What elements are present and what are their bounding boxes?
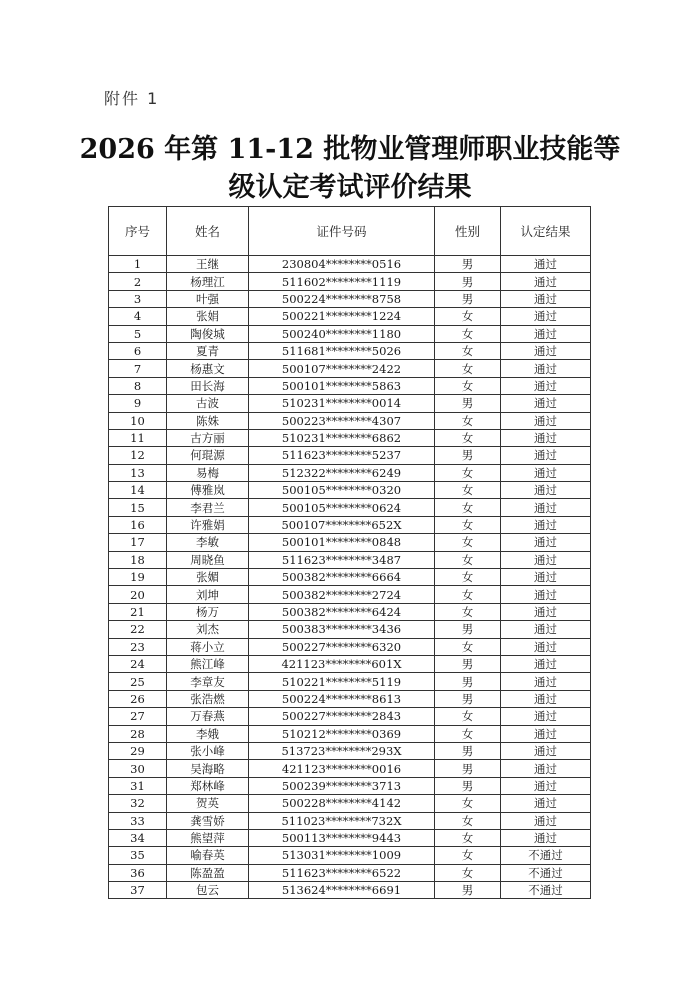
table-row [109, 482, 591, 499]
table-row [109, 673, 591, 690]
row-index: 13 [109, 464, 167, 481]
row-gender: 女 [435, 829, 501, 846]
row-id-number: 510231********0014 [249, 395, 435, 412]
attachment-label: 附件 1 [104, 89, 160, 108]
row-name: 古方丽 [167, 429, 249, 446]
row-name: 包云 [167, 882, 249, 899]
row-result: 通过 [501, 603, 591, 620]
document-title-line2: 级认定考试评价结果 [228, 172, 472, 203]
row-id-number: 511623********6522 [249, 864, 435, 881]
table-row [109, 464, 591, 481]
row-name: 陈盈盈 [167, 864, 249, 881]
row-name: 张小峰 [167, 742, 249, 759]
row-gender: 女 [435, 360, 501, 377]
row-id-number: 512322********6249 [249, 464, 435, 481]
row-result: 不通过 [501, 847, 591, 864]
row-gender: 男 [435, 256, 501, 273]
row-index: 30 [109, 760, 167, 777]
row-result: 通过 [501, 447, 591, 464]
table-row [109, 447, 591, 464]
row-gender: 女 [435, 864, 501, 881]
table-row [109, 690, 591, 707]
row-id-number: 511681********5026 [249, 342, 435, 359]
row-gender: 女 [435, 325, 501, 342]
row-name: 易梅 [167, 464, 249, 481]
row-index: 25 [109, 673, 167, 690]
row-result: 通过 [501, 412, 591, 429]
row-name: 杨万 [167, 603, 249, 620]
row-id-number: 421123********601X [249, 655, 435, 672]
row-index: 14 [109, 482, 167, 499]
row-gender: 男 [435, 290, 501, 307]
row-name: 吴海略 [167, 760, 249, 777]
table-row [109, 742, 591, 759]
row-id-number: 500227********6320 [249, 638, 435, 655]
row-name: 刘杰 [167, 621, 249, 638]
table-row [109, 325, 591, 342]
row-gender: 女 [435, 847, 501, 864]
table-row [109, 812, 591, 829]
row-name: 龚雪娇 [167, 812, 249, 829]
row-gender: 男 [435, 621, 501, 638]
row-index: 36 [109, 864, 167, 881]
table-row [109, 256, 591, 273]
row-id-number: 500224********8613 [249, 690, 435, 707]
row-name: 贺英 [167, 795, 249, 812]
row-id-number: 500382********6664 [249, 569, 435, 586]
table-row [109, 829, 591, 846]
header-result: 认定结果 [501, 207, 591, 256]
row-result: 通过 [501, 482, 591, 499]
row-id-number: 500228********4142 [249, 795, 435, 812]
row-name: 李敏 [167, 534, 249, 551]
header-gender: 性别 [435, 207, 501, 256]
row-id-number: 500223********4307 [249, 412, 435, 429]
row-index: 28 [109, 725, 167, 742]
row-result: 通过 [501, 534, 591, 551]
row-gender: 女 [435, 795, 501, 812]
row-index: 27 [109, 708, 167, 725]
row-id-number: 500107********2422 [249, 360, 435, 377]
row-index: 16 [109, 516, 167, 533]
row-index: 23 [109, 638, 167, 655]
row-result: 通过 [501, 256, 591, 273]
row-gender: 男 [435, 760, 501, 777]
row-gender: 女 [435, 482, 501, 499]
row-index: 11 [109, 429, 167, 446]
row-index: 1 [109, 256, 167, 273]
row-index: 18 [109, 551, 167, 568]
row-result: 通过 [501, 395, 591, 412]
table-row [109, 882, 591, 899]
row-id-number: 500105********0624 [249, 499, 435, 516]
table-row [109, 621, 591, 638]
row-id-number: 500240********1180 [249, 325, 435, 342]
table-row [109, 360, 591, 377]
row-result: 通过 [501, 586, 591, 603]
row-name: 许雅娟 [167, 516, 249, 533]
row-id-number: 500221********1224 [249, 308, 435, 325]
table-row [109, 760, 591, 777]
table-header [109, 207, 591, 256]
row-name: 张媚 [167, 569, 249, 586]
row-index: 35 [109, 847, 167, 864]
row-gender: 女 [435, 603, 501, 620]
header-id-number: 证件号码 [249, 207, 435, 256]
row-index: 3 [109, 290, 167, 307]
results-table [108, 206, 591, 899]
row-gender: 女 [435, 569, 501, 586]
table-row [109, 603, 591, 620]
row-index: 8 [109, 377, 167, 394]
row-name: 古波 [167, 395, 249, 412]
row-index: 7 [109, 360, 167, 377]
row-result: 通过 [501, 829, 591, 846]
table-row [109, 308, 591, 325]
row-result: 通过 [501, 725, 591, 742]
row-name: 夏青 [167, 342, 249, 359]
row-result: 通过 [501, 342, 591, 359]
table-row [109, 847, 591, 864]
row-gender: 男 [435, 447, 501, 464]
row-index: 31 [109, 777, 167, 794]
row-name: 陈姝 [167, 412, 249, 429]
row-index: 4 [109, 308, 167, 325]
row-result: 通过 [501, 308, 591, 325]
row-gender: 女 [435, 412, 501, 429]
row-id-number: 421123********0016 [249, 760, 435, 777]
row-id-number: 511602********1119 [249, 273, 435, 290]
document-title-line1: 2026 年第 11-12 批物业管理师职业技能等 [79, 134, 621, 165]
row-gender: 女 [435, 534, 501, 551]
row-index: 26 [109, 690, 167, 707]
row-gender: 女 [435, 377, 501, 394]
header-index: 序号 [109, 207, 167, 256]
row-id-number: 511023********732X [249, 812, 435, 829]
row-id-number: 230804********0516 [249, 256, 435, 273]
table-row [109, 708, 591, 725]
row-name: 李君兰 [167, 499, 249, 516]
row-gender: 男 [435, 395, 501, 412]
table-row [109, 290, 591, 307]
row-id-number: 510212********0369 [249, 725, 435, 742]
row-result: 通过 [501, 760, 591, 777]
row-index: 22 [109, 621, 167, 638]
row-index: 29 [109, 742, 167, 759]
row-index: 21 [109, 603, 167, 620]
table-row [109, 551, 591, 568]
table-row [109, 534, 591, 551]
row-index: 9 [109, 395, 167, 412]
row-result: 通过 [501, 551, 591, 568]
row-result: 通过 [501, 290, 591, 307]
row-gender: 女 [435, 551, 501, 568]
header-name: 姓名 [167, 207, 249, 256]
row-result: 通过 [501, 516, 591, 533]
row-id-number: 513624********6691 [249, 882, 435, 899]
row-gender: 女 [435, 342, 501, 359]
table-row [109, 412, 591, 429]
table-row [109, 499, 591, 516]
row-name: 蒋小立 [167, 638, 249, 655]
row-result: 通过 [501, 464, 591, 481]
row-id-number: 513723********293X [249, 742, 435, 759]
row-gender: 女 [435, 708, 501, 725]
table-row [109, 516, 591, 533]
row-result: 通过 [501, 429, 591, 446]
row-result: 通过 [501, 795, 591, 812]
table-row [109, 273, 591, 290]
row-id-number: 510231********6862 [249, 429, 435, 446]
row-index: 5 [109, 325, 167, 342]
table-row [109, 586, 591, 603]
row-id-number: 513031********1009 [249, 847, 435, 864]
row-name: 刘坤 [167, 586, 249, 603]
row-name: 田长海 [167, 377, 249, 394]
header-row [109, 207, 591, 256]
table-row [109, 569, 591, 586]
table-row [109, 864, 591, 881]
row-id-number: 500101********0848 [249, 534, 435, 551]
row-gender: 女 [435, 516, 501, 533]
table-row [109, 638, 591, 655]
row-gender: 男 [435, 273, 501, 290]
row-name: 周晓鱼 [167, 551, 249, 568]
row-index: 2 [109, 273, 167, 290]
row-result: 通过 [501, 273, 591, 290]
row-id-number: 500239********3713 [249, 777, 435, 794]
row-result: 通过 [501, 655, 591, 672]
row-index: 19 [109, 569, 167, 586]
row-index: 12 [109, 447, 167, 464]
table-row [109, 342, 591, 359]
row-name: 郑林峰 [167, 777, 249, 794]
row-id-number: 510221********5119 [249, 673, 435, 690]
table-row [109, 395, 591, 412]
row-name: 王继 [167, 256, 249, 273]
table-row [109, 429, 591, 446]
table-row [109, 777, 591, 794]
row-index: 32 [109, 795, 167, 812]
row-result: 通过 [501, 377, 591, 394]
row-id-number: 500383********3436 [249, 621, 435, 638]
row-result: 通过 [501, 690, 591, 707]
row-name: 李章友 [167, 673, 249, 690]
row-name: 熊江峰 [167, 655, 249, 672]
row-gender: 女 [435, 308, 501, 325]
row-result: 通过 [501, 499, 591, 516]
table-row [109, 655, 591, 672]
row-name: 熊望萍 [167, 829, 249, 846]
row-id-number: 511623********5237 [249, 447, 435, 464]
row-index: 10 [109, 412, 167, 429]
row-name: 张浩燃 [167, 690, 249, 707]
row-name: 张娟 [167, 308, 249, 325]
row-result: 不通过 [501, 864, 591, 881]
row-id-number: 500101********5863 [249, 377, 435, 394]
row-gender: 男 [435, 882, 501, 899]
table-row [109, 725, 591, 742]
row-gender: 女 [435, 812, 501, 829]
row-id-number: 500224********8758 [249, 290, 435, 307]
row-name: 何琨源 [167, 447, 249, 464]
row-result: 通过 [501, 325, 591, 342]
row-index: 33 [109, 812, 167, 829]
row-name: 陶俊城 [167, 325, 249, 342]
row-name: 叶强 [167, 290, 249, 307]
row-id-number: 500382********2724 [249, 586, 435, 603]
row-index: 20 [109, 586, 167, 603]
row-name: 万春燕 [167, 708, 249, 725]
row-result: 通过 [501, 621, 591, 638]
row-id-number: 500105********0320 [249, 482, 435, 499]
row-name: 傅雅岚 [167, 482, 249, 499]
table-row [109, 377, 591, 394]
row-gender: 男 [435, 777, 501, 794]
row-result: 通过 [501, 742, 591, 759]
row-gender: 女 [435, 464, 501, 481]
row-result: 通过 [501, 638, 591, 655]
row-id-number: 500107********652X [249, 516, 435, 533]
row-gender: 女 [435, 725, 501, 742]
row-result: 通过 [501, 708, 591, 725]
row-index: 24 [109, 655, 167, 672]
row-index: 6 [109, 342, 167, 359]
row-index: 37 [109, 882, 167, 899]
row-gender: 男 [435, 690, 501, 707]
row-result: 通过 [501, 812, 591, 829]
row-index: 15 [109, 499, 167, 516]
row-name: 喻春英 [167, 847, 249, 864]
row-id-number: 511623********3487 [249, 551, 435, 568]
row-gender: 男 [435, 673, 501, 690]
row-name: 杨惠文 [167, 360, 249, 377]
table-body [109, 256, 591, 899]
row-result: 通过 [501, 673, 591, 690]
row-gender: 女 [435, 429, 501, 446]
table-row [109, 795, 591, 812]
row-id-number: 500382********6424 [249, 603, 435, 620]
row-result: 通过 [501, 569, 591, 586]
row-result: 通过 [501, 360, 591, 377]
row-result: 通过 [501, 777, 591, 794]
row-gender: 男 [435, 655, 501, 672]
row-gender: 女 [435, 586, 501, 603]
row-index: 34 [109, 829, 167, 846]
row-name: 杨理江 [167, 273, 249, 290]
row-index: 17 [109, 534, 167, 551]
row-name: 李娥 [167, 725, 249, 742]
row-gender: 女 [435, 638, 501, 655]
row-gender: 男 [435, 742, 501, 759]
row-result: 不通过 [501, 882, 591, 899]
row-gender: 女 [435, 499, 501, 516]
row-id-number: 500227********2843 [249, 708, 435, 725]
row-id-number: 500113********9443 [249, 829, 435, 846]
